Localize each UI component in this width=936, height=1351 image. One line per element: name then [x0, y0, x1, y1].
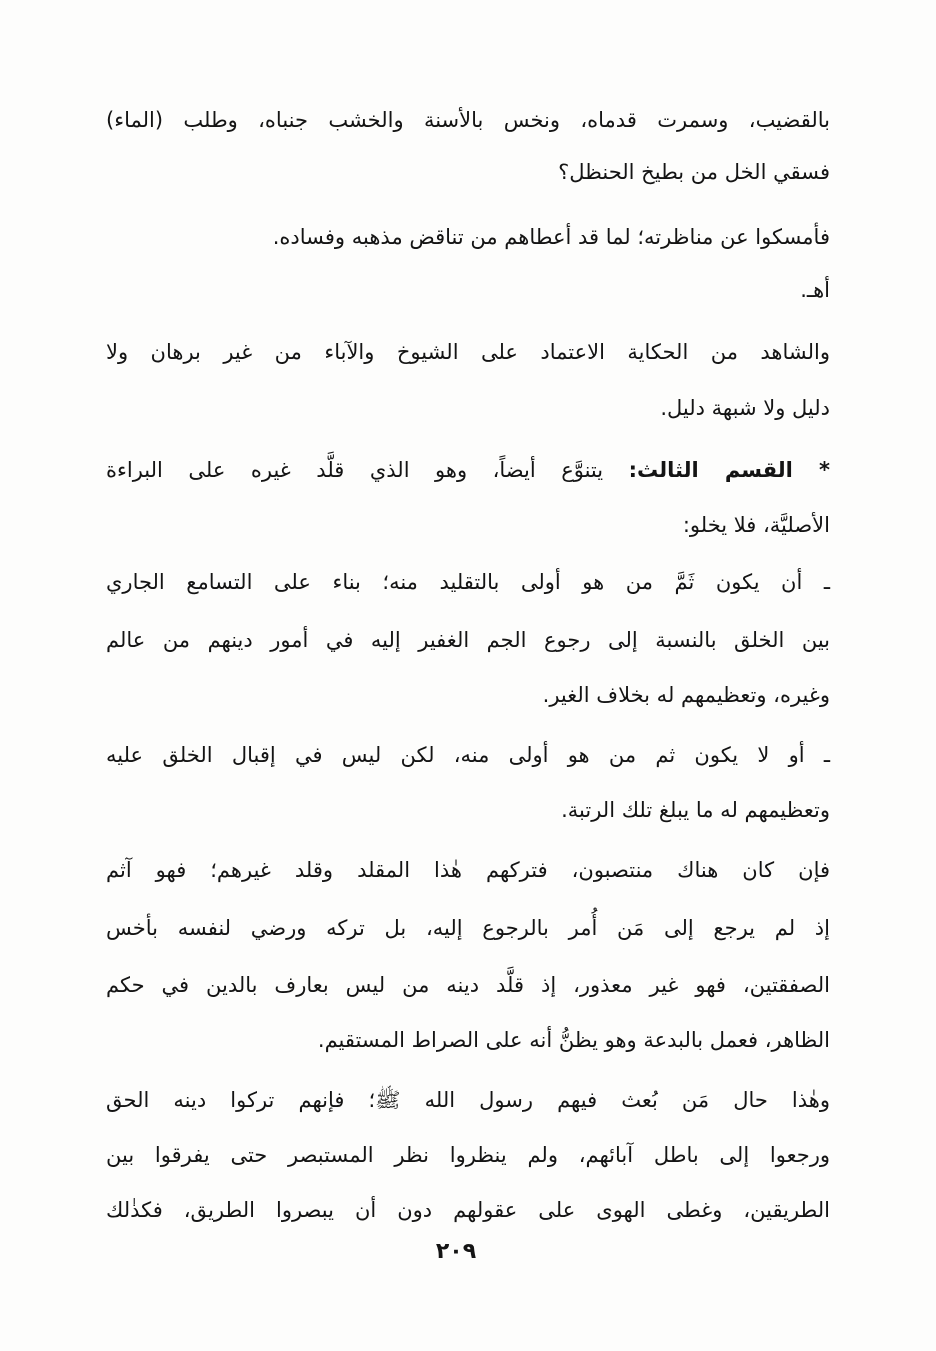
text-line: ورجعوا إلى باطل آبائهم، ولم ينظروا نظر المستبصر حتى يفرقوا بين [106, 1143, 830, 1167]
text-line: الظاهر، فعمل بالبدعة وهو يظنُّ أنه على الصراط المستقيم. [317, 1028, 830, 1052]
section-heading-line [106, 448, 830, 492]
text-line: الصفقتين، فهو غير معذور، إذ قلَّد دينه من ليس بعارف بالدين في حكم [106, 973, 830, 997]
text-line: والشاهد من الحكاية الاعتماد على الشيوخ والآباء من غير برهان ولا [106, 340, 830, 364]
text-line: وغيره، وتعظيمهم له بخلاف الغير. [542, 683, 830, 707]
text-line: ـ أو لا يكون ثم من هو أولى منه، لكن ليس في إقبال الخلق عليه [106, 743, 830, 767]
text-line: فأمسكوا عن مناظرته؛ لما قد أعطاهم من تناقض مذهبه وفساده. [272, 225, 830, 249]
text-line: وهٰذا حال مَن بُعث فيهم رسول الله ﷺ؛ فإنهم تركوا دينه الحق [106, 1088, 830, 1112]
text-line: فإن كان هناك منتصبون، فتركهم هٰذا المقلد وقلد غيرهم؛ فهو آثم [106, 858, 830, 882]
text-line: الطريقين، وغطى الهوى على عقولهم دون أن يبصروا الطريق، فكذٰلك [106, 1198, 830, 1222]
text-line: إذ لم يرجع إلى مَن أُمر بالرجوع إليه، بل تركه ورضي لنفسه بأخس [106, 916, 830, 940]
text-line: وتعظيمهم له ما يبلغ تلك الرتبة. [561, 798, 830, 822]
text-line: فسقي الخل من بطيخ الحنظل؟ [558, 160, 830, 184]
text-line: الأصليَّة، فلا يخلو: [682, 513, 830, 537]
text-span: يتنوَّع أيضاً، وهو الذي قلَّد غيره على البراءة [106, 458, 629, 482]
text-line: أهـ. [800, 278, 830, 302]
page-number: ٢٠٩ [435, 1239, 477, 1264]
text-line: بين الخلق بالنسبة إلى رجوع الجم الغفير إليه في أمور دينهم من عالم [106, 628, 830, 652]
text-line: دليل ولا شبهة دليل. [660, 396, 830, 420]
text-line: ـ أن يكون ثَمَّ من هو أولى بالتقليد منه؛ بناء على التسامع الجاري [106, 570, 830, 594]
section-heading: * القسم الثالث: [628, 458, 830, 482]
text-line: بالقضيب، وسمرت قدماه، ونخس بالأسنة والخشب جنباه، وطلب (الماء) [106, 108, 830, 132]
